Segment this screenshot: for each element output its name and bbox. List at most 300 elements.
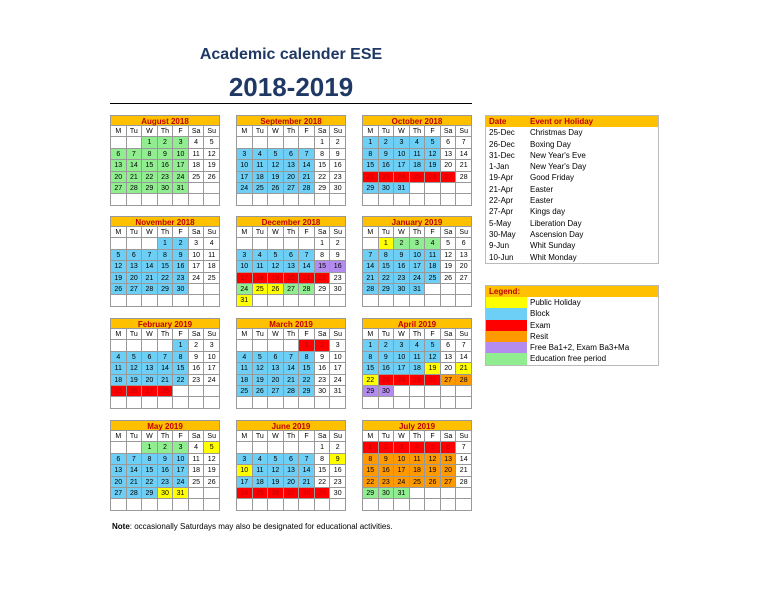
weekday-label: Th bbox=[158, 227, 174, 238]
day-cell: 5 bbox=[127, 352, 143, 363]
empty-cell bbox=[204, 397, 220, 408]
day-cell: 27 bbox=[441, 477, 457, 488]
weekday-label: Su bbox=[456, 329, 472, 340]
holiday-name: Liberation Day bbox=[530, 218, 582, 228]
day-cell: 22 bbox=[142, 477, 158, 488]
holiday-name: Christmas Day bbox=[530, 128, 583, 138]
day-cell: 25 bbox=[253, 284, 269, 295]
day-cell: 17 bbox=[330, 363, 346, 374]
day-cell: 14 bbox=[158, 363, 174, 374]
weekday-label: M bbox=[111, 431, 127, 442]
holiday-table bbox=[485, 115, 659, 264]
day-cell: 17 bbox=[394, 465, 410, 476]
empty-cell bbox=[330, 499, 346, 510]
day-cell: 19 bbox=[253, 375, 269, 386]
day-cell: 25 bbox=[425, 273, 441, 284]
day-cell: 11 bbox=[253, 261, 269, 272]
empty-cell bbox=[173, 499, 189, 510]
empty-cell bbox=[253, 442, 269, 453]
day-cell: 24 bbox=[237, 284, 253, 295]
empty-cell bbox=[456, 488, 472, 499]
weekday-label: Su bbox=[456, 126, 472, 137]
day-cell: 12 bbox=[253, 363, 269, 374]
day-cell: 19 bbox=[425, 160, 441, 171]
day-cell: 18 bbox=[189, 465, 205, 476]
weekday-label: Tu bbox=[379, 126, 395, 137]
day-cell: 27 bbox=[127, 284, 143, 295]
day-cell: 21 bbox=[142, 273, 158, 284]
empty-cell bbox=[127, 238, 143, 249]
day-cell: 22 bbox=[158, 273, 174, 284]
empty-cell bbox=[410, 488, 426, 499]
month-june-2019 bbox=[236, 420, 346, 511]
day-cell: 30 bbox=[158, 488, 174, 499]
day-cell: 18 bbox=[111, 375, 127, 386]
holiday-name: Easter bbox=[530, 184, 554, 194]
empty-cell bbox=[394, 397, 410, 408]
empty-cell bbox=[127, 295, 143, 306]
weekday-label: Th bbox=[284, 126, 300, 137]
day-cell: 25 bbox=[111, 386, 127, 397]
day-cell: 29 bbox=[315, 284, 331, 295]
day-cell: 21 bbox=[299, 477, 315, 488]
day-cell: 3 bbox=[237, 149, 253, 160]
weekday-label: W bbox=[142, 431, 158, 442]
day-cell: 26 bbox=[268, 488, 284, 499]
day-cell: 12 bbox=[268, 261, 284, 272]
day-cell: 25 bbox=[189, 477, 205, 488]
empty-cell bbox=[127, 442, 143, 453]
day-cell: 1 bbox=[363, 442, 379, 453]
day-cell: 24 bbox=[410, 273, 426, 284]
empty-cell bbox=[379, 194, 395, 205]
day-cell: 16 bbox=[394, 261, 410, 272]
legend-item bbox=[486, 353, 658, 364]
day-cell: 27 bbox=[284, 284, 300, 295]
day-cell: 14 bbox=[299, 261, 315, 272]
day-cell: 16 bbox=[379, 363, 395, 374]
day-cell: 18 bbox=[410, 363, 426, 374]
day-cell: 1 bbox=[299, 340, 315, 351]
empty-cell bbox=[268, 397, 284, 408]
day-cell: 22 bbox=[173, 375, 189, 386]
holiday-table-header bbox=[486, 116, 658, 127]
day-cell: 16 bbox=[379, 160, 395, 171]
empty-cell bbox=[204, 499, 220, 510]
empty-cell bbox=[456, 295, 472, 306]
day-cell: 1 bbox=[142, 137, 158, 148]
weekday-label: Tu bbox=[127, 126, 143, 137]
empty-cell bbox=[189, 194, 205, 205]
footnote bbox=[112, 522, 393, 531]
day-cell: 23 bbox=[173, 273, 189, 284]
day-cell: 13 bbox=[111, 465, 127, 476]
weekday-label: Sa bbox=[315, 126, 331, 137]
holiday-date: 26-Dec bbox=[489, 139, 515, 149]
day-cell: 28 bbox=[127, 183, 143, 194]
day-cell: 30 bbox=[379, 183, 395, 194]
day-cell: 16 bbox=[315, 363, 331, 374]
day-cell: 18 bbox=[410, 160, 426, 171]
weekday-label: Tu bbox=[127, 227, 143, 238]
holiday-name: Boxing Day bbox=[530, 139, 571, 149]
empty-cell bbox=[237, 442, 253, 453]
day-cell: 17 bbox=[237, 477, 253, 488]
day-cell: 19 bbox=[268, 273, 284, 284]
day-cell: 11 bbox=[253, 160, 269, 171]
day-cell: 4 bbox=[253, 149, 269, 160]
day-cell: 14 bbox=[127, 160, 143, 171]
holiday-date: 21-Apr bbox=[489, 184, 514, 194]
day-cell: 17 bbox=[394, 363, 410, 374]
weekday-label: Sa bbox=[315, 431, 331, 442]
empty-cell bbox=[189, 499, 205, 510]
day-cell: 11 bbox=[189, 454, 205, 465]
month-title: October 2018 bbox=[362, 115, 472, 126]
month-title: August 2018 bbox=[110, 115, 220, 126]
weekday-label: F bbox=[173, 431, 189, 442]
day-cell: 3 bbox=[410, 238, 426, 249]
title-divider bbox=[110, 103, 472, 104]
weekday-label: F bbox=[425, 431, 441, 442]
day-cell: 9 bbox=[158, 454, 174, 465]
day-cell: 18 bbox=[425, 261, 441, 272]
day-cell: 3 bbox=[394, 340, 410, 351]
day-cell: 12 bbox=[111, 261, 127, 272]
day-cell: 30 bbox=[330, 488, 346, 499]
day-cell: 5 bbox=[268, 149, 284, 160]
day-cell: 14 bbox=[299, 160, 315, 171]
day-cell: 10 bbox=[394, 149, 410, 160]
empty-cell bbox=[284, 340, 300, 351]
day-cell: 23 bbox=[379, 477, 395, 488]
day-cell: 22 bbox=[142, 172, 158, 183]
day-cell: 20 bbox=[284, 172, 300, 183]
day-cell: 7 bbox=[456, 442, 472, 453]
holiday-name: Ascension Day bbox=[530, 229, 584, 239]
month-title: January 2019 bbox=[362, 216, 472, 227]
weekday-label: Th bbox=[284, 227, 300, 238]
day-cell: 2 bbox=[158, 137, 174, 148]
weekday-label: M bbox=[363, 227, 379, 238]
day-cell: 20 bbox=[142, 375, 158, 386]
day-cell: 8 bbox=[142, 454, 158, 465]
day-cell: 1 bbox=[363, 340, 379, 351]
day-cell: 12 bbox=[268, 465, 284, 476]
day-cell: 2 bbox=[379, 340, 395, 351]
empty-cell bbox=[363, 499, 379, 510]
day-cell: 2 bbox=[173, 238, 189, 249]
empty-cell bbox=[379, 295, 395, 306]
day-cell: 16 bbox=[158, 465, 174, 476]
legend-swatch bbox=[486, 342, 527, 353]
month-title: March 2019 bbox=[236, 318, 346, 329]
day-cell: 5 bbox=[425, 137, 441, 148]
day-cell: 26 bbox=[441, 273, 457, 284]
day-cell: 22 bbox=[315, 273, 331, 284]
day-cell: 16 bbox=[189, 363, 205, 374]
day-cell: 25 bbox=[189, 172, 205, 183]
day-cell: 31 bbox=[173, 488, 189, 499]
holiday-row bbox=[486, 150, 658, 161]
weekday-label: F bbox=[299, 431, 315, 442]
day-cell: 30 bbox=[173, 284, 189, 295]
empty-cell bbox=[237, 340, 253, 351]
empty-cell bbox=[173, 397, 189, 408]
day-cell: 15 bbox=[363, 363, 379, 374]
day-cell: 12 bbox=[204, 149, 220, 160]
day-cell: 12 bbox=[204, 454, 220, 465]
day-cell: 6 bbox=[111, 454, 127, 465]
month-title: April 2019 bbox=[362, 318, 472, 329]
weekday-label: F bbox=[425, 227, 441, 238]
day-cell: 17 bbox=[237, 273, 253, 284]
empty-cell bbox=[441, 499, 457, 510]
day-cell: 27 bbox=[142, 386, 158, 397]
day-cell: 14 bbox=[456, 454, 472, 465]
day-cell: 15 bbox=[315, 465, 331, 476]
day-cell: 8 bbox=[142, 149, 158, 160]
empty-cell bbox=[237, 137, 253, 148]
day-cell: 5 bbox=[425, 442, 441, 453]
day-cell: 20 bbox=[284, 273, 300, 284]
empty-cell bbox=[204, 194, 220, 205]
day-cell: 15 bbox=[315, 261, 331, 272]
weekday-label: W bbox=[142, 329, 158, 340]
day-cell: 21 bbox=[299, 172, 315, 183]
weekday-label: Su bbox=[456, 227, 472, 238]
day-cell: 28 bbox=[142, 284, 158, 295]
weekday-label: Tu bbox=[253, 227, 269, 238]
empty-cell bbox=[268, 499, 284, 510]
day-cell: 7 bbox=[299, 250, 315, 261]
empty-cell bbox=[142, 397, 158, 408]
weekday-label: Sa bbox=[189, 126, 205, 137]
empty-cell bbox=[142, 340, 158, 351]
empty-cell bbox=[111, 238, 127, 249]
day-cell: 7 bbox=[456, 340, 472, 351]
day-cell: 24 bbox=[237, 488, 253, 499]
empty-cell bbox=[441, 284, 457, 295]
weekday-label: Th bbox=[158, 431, 174, 442]
empty-cell bbox=[158, 194, 174, 205]
day-cell: 15 bbox=[379, 261, 395, 272]
day-cell: 5 bbox=[204, 442, 220, 453]
empty-cell bbox=[158, 340, 174, 351]
empty-cell bbox=[142, 238, 158, 249]
day-cell: 2 bbox=[394, 238, 410, 249]
empty-cell bbox=[425, 488, 441, 499]
day-cell: 26 bbox=[253, 386, 269, 397]
day-cell: 29 bbox=[363, 386, 379, 397]
empty-cell bbox=[456, 194, 472, 205]
day-cell: 19 bbox=[441, 261, 457, 272]
day-cell: 17 bbox=[189, 261, 205, 272]
day-cell: 28 bbox=[363, 284, 379, 295]
holiday-name: New Year's Day bbox=[530, 162, 587, 172]
empty-cell bbox=[204, 488, 220, 499]
day-cell: 24 bbox=[394, 477, 410, 488]
weekday-label: Tu bbox=[127, 431, 143, 442]
day-cell: 27 bbox=[441, 172, 457, 183]
day-cell: 18 bbox=[410, 465, 426, 476]
day-cell: 21 bbox=[456, 465, 472, 476]
day-cell: 8 bbox=[363, 149, 379, 160]
day-cell: 26 bbox=[204, 477, 220, 488]
empty-cell bbox=[284, 442, 300, 453]
legend-swatch bbox=[486, 308, 527, 319]
day-cell: 7 bbox=[299, 149, 315, 160]
day-cell: 17 bbox=[173, 465, 189, 476]
empty-cell bbox=[111, 340, 127, 351]
day-cell: 19 bbox=[204, 160, 220, 171]
empty-cell bbox=[189, 488, 205, 499]
day-cell: 9 bbox=[330, 454, 346, 465]
day-cell: 7 bbox=[299, 454, 315, 465]
day-cell: 31 bbox=[410, 284, 426, 295]
day-cell: 30 bbox=[379, 386, 395, 397]
empty-cell bbox=[204, 295, 220, 306]
empty-cell bbox=[363, 238, 379, 249]
weekday-label: Su bbox=[330, 431, 346, 442]
day-cell: 7 bbox=[127, 149, 143, 160]
empty-cell bbox=[268, 442, 284, 453]
weekday-label: M bbox=[111, 126, 127, 137]
day-cell: 4 bbox=[189, 137, 205, 148]
day-cell: 26 bbox=[204, 172, 220, 183]
day-cell: 23 bbox=[189, 375, 205, 386]
weekday-label: F bbox=[173, 126, 189, 137]
weekday-label: M bbox=[237, 126, 253, 137]
empty-cell bbox=[425, 284, 441, 295]
month-december-2018 bbox=[236, 216, 346, 307]
day-cell: 31 bbox=[330, 386, 346, 397]
day-cell: 27 bbox=[441, 375, 457, 386]
weekday-label: Sa bbox=[441, 227, 457, 238]
empty-cell bbox=[394, 194, 410, 205]
holiday-date: 10-Jun bbox=[489, 252, 514, 262]
empty-cell bbox=[158, 499, 174, 510]
day-cell: 17 bbox=[237, 172, 253, 183]
day-cell: 23 bbox=[315, 375, 331, 386]
day-cell: 28 bbox=[299, 488, 315, 499]
weekday-label: W bbox=[268, 431, 284, 442]
empty-cell bbox=[441, 183, 457, 194]
weekday-label: W bbox=[142, 227, 158, 238]
day-cell: 14 bbox=[142, 261, 158, 272]
day-cell: 3 bbox=[237, 454, 253, 465]
date-column-header: Date bbox=[489, 117, 507, 126]
day-cell: 21 bbox=[127, 477, 143, 488]
legend-label: Block bbox=[530, 309, 550, 319]
empty-cell bbox=[158, 295, 174, 306]
empty-cell bbox=[330, 194, 346, 205]
day-cell: 22 bbox=[363, 172, 379, 183]
day-cell: 21 bbox=[456, 363, 472, 374]
day-cell: 8 bbox=[315, 250, 331, 261]
day-cell: 12 bbox=[425, 454, 441, 465]
weekday-label: M bbox=[363, 431, 379, 442]
legend-label: Public Holiday bbox=[530, 298, 581, 307]
day-cell: 29 bbox=[142, 488, 158, 499]
day-cell: 12 bbox=[127, 363, 143, 374]
day-cell: 21 bbox=[299, 273, 315, 284]
weekday-label: Sa bbox=[315, 329, 331, 340]
day-cell: 5 bbox=[268, 454, 284, 465]
empty-cell bbox=[315, 194, 331, 205]
weekday-label: M bbox=[237, 329, 253, 340]
day-cell: 27 bbox=[284, 488, 300, 499]
day-cell: 26 bbox=[425, 172, 441, 183]
day-cell: 7 bbox=[284, 352, 300, 363]
weekday-label: F bbox=[425, 126, 441, 137]
weekday-label: Tu bbox=[379, 431, 395, 442]
empty-cell bbox=[441, 194, 457, 205]
weekday-label: Su bbox=[330, 227, 346, 238]
empty-cell bbox=[299, 194, 315, 205]
day-cell: 9 bbox=[379, 454, 395, 465]
weekday-label: Th bbox=[410, 126, 426, 137]
day-cell: 30 bbox=[394, 284, 410, 295]
holiday-date: 27-Apr bbox=[489, 207, 514, 217]
month-july-2019 bbox=[362, 420, 472, 511]
day-cell: 25 bbox=[237, 386, 253, 397]
day-cell: 26 bbox=[425, 477, 441, 488]
day-cell: 28 bbox=[299, 284, 315, 295]
holiday-name: New Year's Eve bbox=[530, 150, 586, 160]
day-cell: 27 bbox=[284, 183, 300, 194]
empty-cell bbox=[456, 397, 472, 408]
empty-cell bbox=[441, 295, 457, 306]
legend-swatch bbox=[486, 297, 527, 308]
weekday-label: Tu bbox=[379, 329, 395, 340]
day-cell: 11 bbox=[111, 363, 127, 374]
weekday-label: M bbox=[363, 329, 379, 340]
legend-swatch bbox=[486, 320, 527, 331]
day-cell: 8 bbox=[299, 352, 315, 363]
empty-cell bbox=[237, 194, 253, 205]
empty-cell bbox=[142, 295, 158, 306]
day-cell: 11 bbox=[253, 465, 269, 476]
holiday-name: Kings day bbox=[530, 207, 566, 217]
day-cell: 23 bbox=[158, 477, 174, 488]
legend-swatch bbox=[486, 331, 527, 342]
day-cell: 14 bbox=[456, 352, 472, 363]
empty-cell bbox=[425, 499, 441, 510]
legend-label: Education free period bbox=[530, 354, 607, 364]
month-november-2018 bbox=[110, 216, 220, 307]
holiday-date: 31-Dec bbox=[489, 150, 515, 160]
empty-cell bbox=[111, 295, 127, 306]
weekday-label: M bbox=[111, 227, 127, 238]
empty-cell bbox=[410, 295, 426, 306]
day-cell: 28 bbox=[158, 386, 174, 397]
day-cell: 14 bbox=[456, 149, 472, 160]
day-cell: 9 bbox=[158, 149, 174, 160]
empty-cell bbox=[425, 295, 441, 306]
day-cell: 25 bbox=[204, 273, 220, 284]
weekday-label: Tu bbox=[127, 329, 143, 340]
day-cell: 5 bbox=[204, 137, 220, 148]
empty-cell bbox=[253, 137, 269, 148]
day-cell: 28 bbox=[456, 375, 472, 386]
weekday-label: W bbox=[268, 126, 284, 137]
day-cell: 27 bbox=[111, 183, 127, 194]
empty-cell bbox=[363, 194, 379, 205]
month-title: November 2018 bbox=[110, 216, 220, 227]
weekday-label: Su bbox=[456, 431, 472, 442]
day-cell: 12 bbox=[425, 352, 441, 363]
